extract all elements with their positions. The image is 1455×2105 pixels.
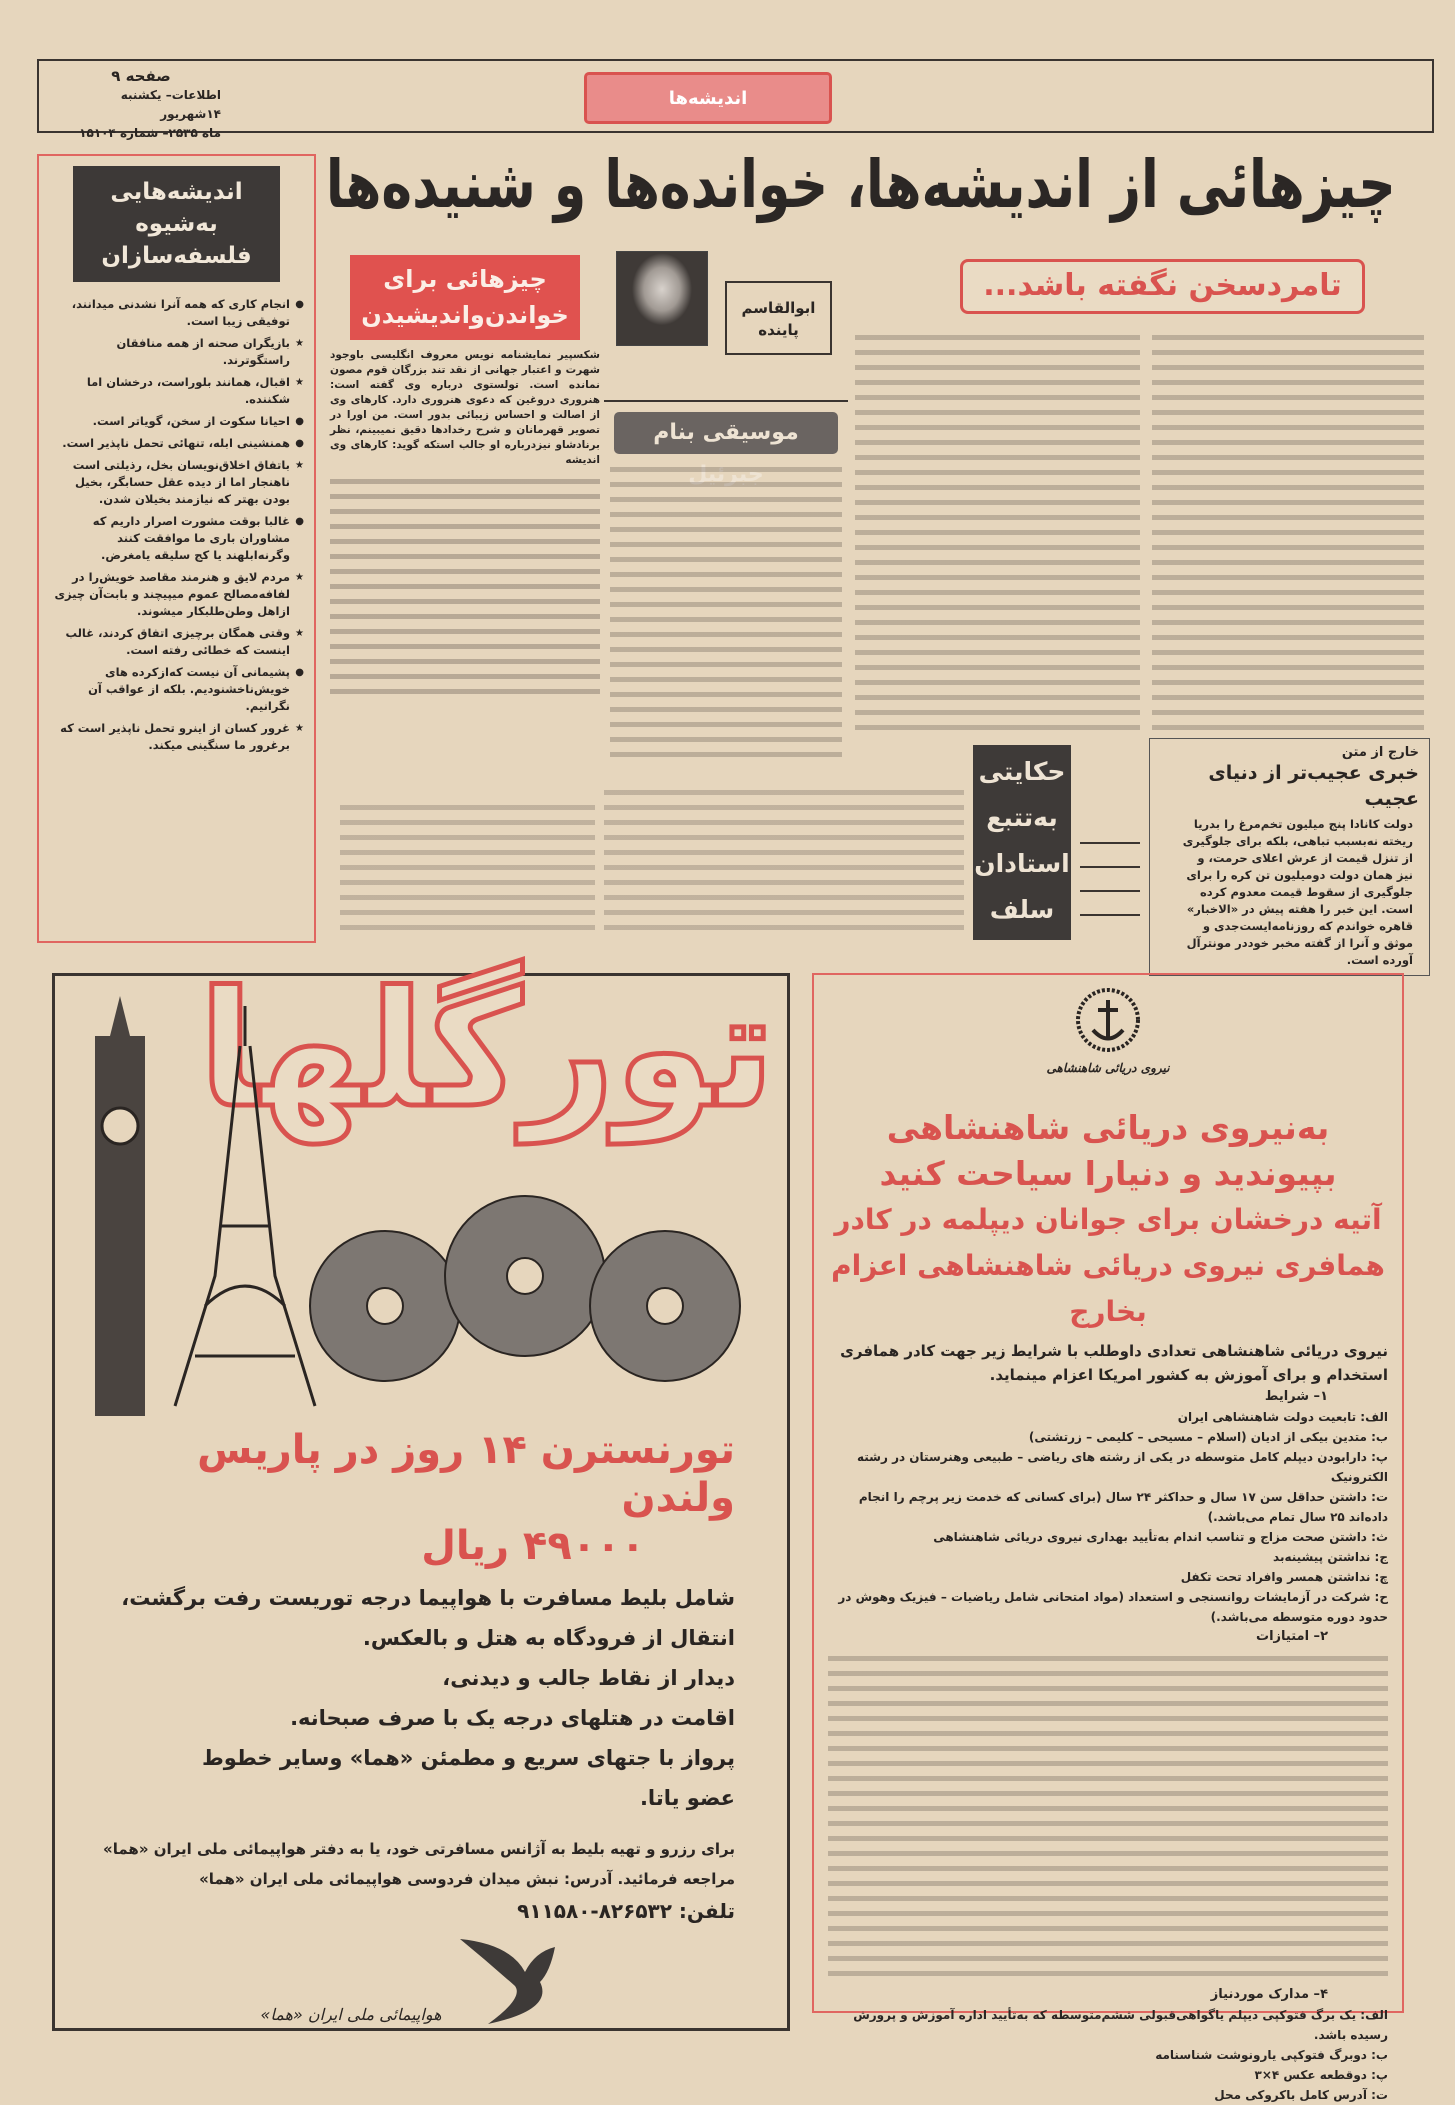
aphorism-item: ★ اقبال، همانند بلوراست، درخشان اما شکننده. [49, 374, 304, 408]
reading-text: شکسپیر نمایشنامه نویس معروف انگلیسی باوجود شهرت و اعتبار جهانی از نقد تند بزرگان قوم مصون نمانده است. تولستوی درباره وی گفته است: هنروری دروغین که دعوی هنروری دارد. کارهای وی از اصالت و احساس زیبائی بدور است. من اورا در تصویر قهرمانان و شرح رخدادها دقیق نمیبینم، نظر برنادشاو نیزدرباره او جالب استکه گوید: ‌کارهای وی اندیشه [330, 349, 600, 466]
tour-offer [95, 1426, 735, 1570]
body-text-texture [828, 1651, 1388, 1981]
landmarks-illustration [55, 976, 785, 1416]
reading-body [330, 348, 600, 694]
aphorism-item: ● پشیمانی آن نیست که‌ازکرده های خویش‌ناخشنودیم. بلکه از عواقب آن نگرانیم. [49, 664, 304, 715]
homa-logo [95, 1934, 735, 2024]
condition-item: ب: متدین بیکی از ادیان (اسلام – مسیحی – کلیمی – زرتشتی) [1028, 1430, 1388, 1444]
eiffel-tower-icon [175, 1006, 315, 1406]
navy-intro: نیروی دریائی شاهنشاهی تعدادی داوطلب با شرایط زیر جهت کادر همافری استخدام و برای آموزش به کشور امریکا اعزام مینماید. [840, 1342, 1388, 1384]
tour-feature: دیدار از نقاط جالب و دیدنی، [442, 1666, 735, 1690]
issue-line: ماه ۲۵۳۵– شماره ۱۵۱۰۴ [79, 126, 221, 140]
condition-item: ث: داشتن صحت مزاج و تناسب اندام به‌تأیید بهداری نیروی دریائی شاهنشاهی [933, 1530, 1388, 1544]
khabar-kicker: خارج از متن [1341, 745, 1419, 760]
tour-feature: شامل بلیط مسافرت با هواپیما درجه توریست رفت برگشت، [121, 1586, 735, 1610]
tour-feature: انتقال از فرودگاه به هتل و بالعکس. [362, 1626, 735, 1650]
aphorism-item: ● غالبا بوقت مشورت اصرار داریم که مشاوران باری ما موافقت کنند وگرنه‌ابلهند یا کج سلیقه یامغرض. [49, 513, 304, 564]
condition-item: ج: نداشتن پیشینه‌بد [1273, 1550, 1388, 1564]
homa-logo-icon [450, 1934, 570, 2024]
decorative-rules [1080, 820, 1140, 920]
section-tag: اندیشه‌ها [584, 72, 832, 124]
tour-advertisement [52, 956, 790, 2031]
tour-feature: پرواز با جتهای سریع و مطمئن «هما» وسایر خطوط [201, 1746, 735, 1770]
booking-text: برای رزرو و تهیه بلیط به آژانس مسافرتی خود، یا به دفتر هواپیمائی ملی ایران «هما» [103, 1840, 735, 1858]
emblem-caption: نیروی دریائی شاهنشاهی [1046, 1061, 1170, 1075]
main-headline-area [326, 146, 1396, 236]
tour-feature: عضو یاتا. [639, 1786, 735, 1810]
music-title: موسیقی بنام جبرئیل [614, 412, 838, 454]
navy-headline-line: همافری نیروی دریائی شاهنشاهی اعزام بخارج [831, 1249, 1385, 1328]
condition-item: چ: نداشتن همسر وافراد تحت تکفل [1180, 1570, 1388, 1584]
document-item: الف: یک برگ فتوکپی دیپلم یاگواهی‌قبولی ششم‌متوسطه که به‌تأیید اداره آموزش و پرورش رسیده باشد. [853, 2008, 1388, 2042]
author-name: ابوالقاسم پاینده [725, 281, 832, 355]
khabar-body: دولت کانادا پنج میلیون تخم‌مرغ را بدریا ریخته نه‌بسبب تباهی، بلکه برای جلوگیری از تنزل قیمت از عرش اعلای حرمت، و نیز همان دولت دومیلیون تن کره را برای جلوگیری از سقوط قیمت معدوم کرده است. این خبر را هفته پیش در «الاخبار» قاهره خواندم که روزنامه‌ایست‌جدی و موثق و آنرا از گفته مخبر خوددر مونترآل آورده است. [1182, 817, 1413, 967]
reading-title: چیزهائی برای خواندن‌واندیشیدن [350, 255, 580, 340]
body-text-texture [855, 330, 1140, 740]
navy-headline [828, 1105, 1388, 1335]
tour-brand: تورگلها [198, 956, 775, 1143]
tamard-title: تامردسخن نگفته باشد... [960, 259, 1365, 314]
page-number: صفحه ۹ [111, 67, 171, 85]
main-headline: چیزهائی از اندیشه‌ها، خوانده‌ها و شنیده‌ها [326, 146, 1396, 223]
navy-headline-line: آتیه درخشان برای جوانان دیپلمه در کادر [834, 1203, 1382, 1236]
phone-number: تلفن: ۸۲۶۵۳۲-۹۱۱۵۸۰ [517, 1899, 735, 1923]
section4-title: ۴– مدارک موردنیاز [1210, 1987, 1328, 2002]
aphorism-item: ● انجام کاری که همه آنرا نشدنی میدانند، توفیقی زیبا است. [49, 296, 304, 330]
flowers-illustration [310, 1196, 740, 1381]
aphorism-item: ★ بازیگران صحنه از همه منافقان راستگوترند. [49, 335, 304, 369]
documents-list [828, 2005, 1388, 2105]
booking-info [95, 1834, 735, 1928]
navy-headline-line: بپیوندید و دنیارا سیاحت کنید [879, 1154, 1337, 1193]
aphorisms-title: اندیشه‌هایی به‌شیوه فلسفه‌سازان [73, 166, 280, 282]
condition-item: ت: داشتن حداقل سن ۱۷ سال و حداکثر ۲۴ سال (برای کسانی که خدمت زیر پرچم را انجام داده‌اند ۲۵ سال تمام می‌باشد.) [858, 1490, 1388, 1524]
khabar-box [1149, 738, 1430, 976]
body-text-texture [330, 474, 600, 694]
address-text: مراجعه فرمائید. آدرس: نبش میدان فردوسی هواپیمائی ملی ایران «هما» [199, 1870, 735, 1888]
condition-item: الف: تابعیت دولت شاهنشاهی ایران [1177, 1410, 1388, 1424]
music-article [604, 400, 848, 780]
aphorisms-box [37, 154, 316, 943]
condition-item: ح: شرکت در آزمایشات روانسنجی و استعداد (مواد امتحانی شامل ریاضیات – فیزیک وهوش در حدود دوره متوسطه می‌باشد.) [838, 1590, 1388, 1624]
aphorism-item: ★ وقتی همگان برچیزی اتفاق کردند، غالب اینست که خطائی رفته است. [49, 625, 304, 659]
aphorism-item: ★ غرور کسان از اینرو تحمل ناپذیر است که برغرور ما سنگینی میکند. [49, 720, 304, 754]
issue-info [61, 67, 221, 143]
navy-advertisement [812, 973, 1404, 2102]
tour-feature: اقامت در هتلهای درجه یک با صرف صبحانه. [290, 1706, 735, 1730]
section2-title: ۲– امتیازات [1256, 1629, 1328, 1644]
condition-item: پ: دارابودن دیپلم کامل متوسطه در یکی از رشته های ریاضی – طبیعی وهنرستان در رشته الکترونیک [857, 1450, 1388, 1484]
aphorism-item: ★ مردم لایق و هنرمند مقاصد خویش‌را در لفافه‌مصالح عموم میپیچند و بابت‌آن چیزی ازاهل وطن‌طلبکار میشوند. [49, 569, 304, 620]
price: ۴۹۰۰۰ ریال [421, 1523, 645, 1569]
reading-article [330, 255, 600, 694]
document-item: ت: آدرس کامل باکروکی محل [1214, 2088, 1388, 2102]
body-text-texture [610, 462, 842, 762]
aphorism-item: ● احیانا سکوت از سخن، گویاتر است. [49, 413, 304, 430]
offer-text: تورنسترن ۱۴ روز در پاریس ولندن [197, 1427, 735, 1521]
document-item: پ: دوقطعه عکس ۴×۳ [1254, 2068, 1388, 2082]
aphorism-item: ★ باتفاق اخلاق‌نویسان بخل، رذیلتی است ناهنجار اما از دیده عقل حسابگر، بخیل بودن بهتر که نیازمند بخیلان شدن. [49, 457, 304, 508]
document-item: ب: دوبرگ فتوکپی یارونوشت شناسنامه [1155, 2048, 1388, 2062]
body-text-texture [1152, 330, 1424, 730]
khabar-title: خبری عجیب‌تر از دنیای عجیب [1208, 762, 1419, 810]
aphorism-item: ● همنشینی ابله، تنهائی تحمل ناپذیر است. [49, 435, 304, 452]
homa-logo-text: هواپیمائی ملی ایران «هما» [260, 2005, 442, 2024]
body-text-texture [340, 800, 595, 935]
navy-headline-line: به‌نیروی دریائی شاهنشاهی [886, 1108, 1330, 1147]
conditions-list [828, 1407, 1388, 1627]
big-ben-icon [95, 996, 145, 1416]
navy-emblem-icon [1073, 985, 1143, 1055]
section1-title: ۱– شرایط [1264, 1389, 1328, 1404]
aphorisms-list [49, 296, 304, 754]
date-line: اطلاعات– یکشنبه ۱۴شهریور [120, 88, 221, 121]
author-photo [616, 251, 708, 346]
tour-details [95, 1426, 735, 2024]
body-text-texture [604, 785, 964, 935]
tour-features [95, 1578, 735, 1818]
hekayati-title: حکایتی به‌تتبع استادان سلف [973, 745, 1071, 940]
